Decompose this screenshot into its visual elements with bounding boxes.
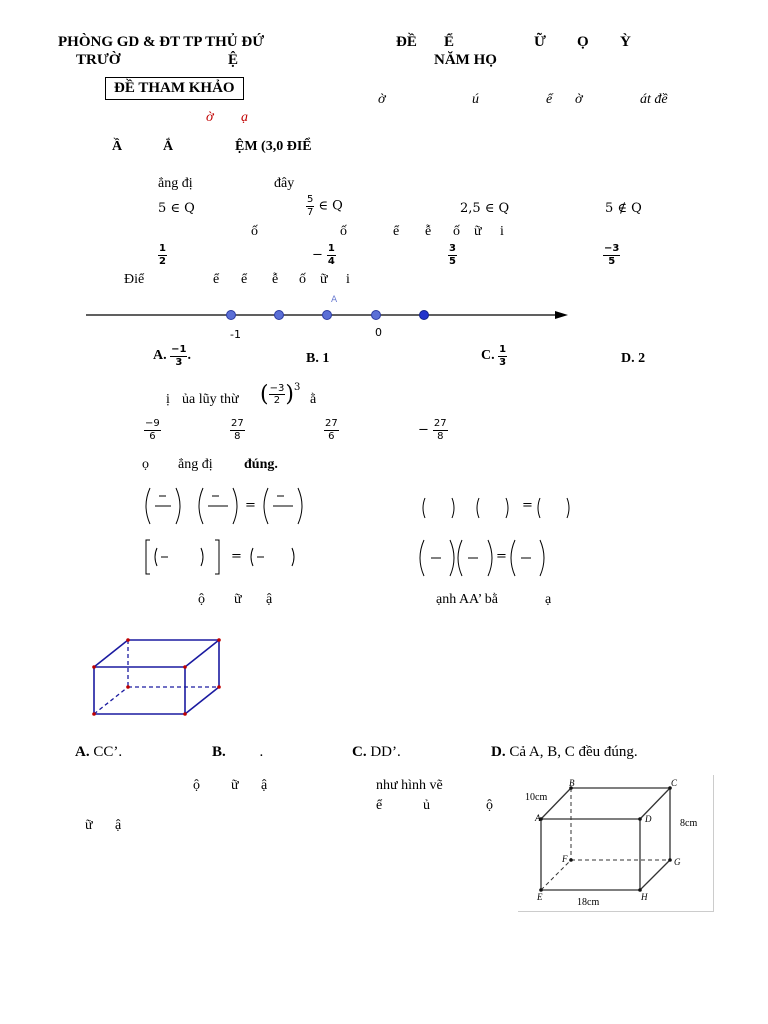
time-note-c: ể [546,92,553,107]
q7-stem-a: ộ [193,778,200,793]
q3-a-den: 3 [175,356,183,368]
q3-stem-d: ễ [272,272,279,287]
q6-a-text: CC’. [93,744,123,760]
fig-label-b: B [569,778,575,788]
fig-vertex [569,858,573,862]
q6-stem-d: ạnh AA’ bằ [436,592,498,607]
box-vertex [92,712,96,716]
q1-stem-a: ẳng đị [158,176,193,191]
q5-a-equals: = [245,498,256,513]
fig-vertex [668,858,672,862]
q4-a-den: 6 [149,430,156,442]
q6-option-b [212,744,263,761]
q6-d-label: D. [491,744,506,760]
q7-stem-f: ủ [423,798,430,813]
q3-a-num: −1 [171,344,187,355]
q5-stem-a: ọ [142,457,149,472]
q3-c-num: 1 [499,344,507,355]
box-edge [185,640,219,667]
q3-stem-c: ể [241,272,248,287]
q3-option-d: D. 2 [621,351,646,366]
q2-stem-a: ố [251,224,258,239]
fig-label-a: A [535,813,541,823]
q3-option-a: A. $\frac{-1}{3}$ . [153,344,191,368]
exam-title-c: Ữ [534,34,546,50]
fig-hidden-ef [541,860,571,890]
fig-height-label: 8cm [680,818,698,829]
box-vertex [126,638,130,642]
fig-vertex [638,817,642,821]
q6-stem-e: ạ [545,592,552,607]
q6-option-c [352,744,401,761]
q2-d-num: −3 [604,243,620,254]
q2-stem-b: ố [340,224,347,239]
q2-c-den: 5 [449,255,456,267]
time-note-a: ờ [378,92,386,107]
q2-stem-f: ữ [474,224,482,239]
q6-b-label: B. [212,744,226,760]
school-name: TRƯỜ [76,52,121,68]
box-vertex [217,638,221,642]
q5-d-equals: = [496,549,507,564]
box-edge [94,640,128,667]
tick-zero-label: 0 [375,326,382,339]
box-vertex [126,685,130,689]
fig-label-f: F [562,854,568,864]
point-a-label: A [331,295,338,305]
q2-a-num: 1 [159,243,166,254]
q1-stem-b: đây [274,176,295,191]
q3-a-label: A. [153,348,167,364]
q3-c-den: 3 [499,356,507,368]
q7-stem-i: ậ [115,818,122,833]
q4-d-den: 8 [437,430,444,442]
q4-stem-b: ủa lũy thừ [182,392,239,407]
q1-b-rest: ∈ Q [318,198,343,214]
fig-label-h: H [641,892,648,902]
q2-stem-c: ể [393,224,400,239]
fig-label-e: E [537,892,543,902]
q5-stem-b: ẳng đị [178,457,213,472]
box-hidden-edge [94,687,128,714]
q6-option-d [491,744,638,761]
q5-b-equals: = [522,498,533,513]
q3-option-b: B. 1 [306,351,330,366]
q2-stem-d: ễ [425,224,432,239]
q6-stem-a: ộ [198,592,205,607]
fig-length-label: 18cm [577,897,600,908]
q6-b-text: . [259,744,264,760]
q2-b-den: 4 [327,255,335,267]
time-note-d: ờ [575,92,583,107]
fig-label-g: G [674,857,681,867]
q4-a-num: −9 [145,418,160,429]
q6-stem-c: ậ [266,592,273,607]
q4-d-sign: − [418,422,429,438]
q6-a-label: A. [75,744,90,760]
q2-a-den: 2 [159,255,166,267]
school-name-end: Ệ [228,52,239,68]
exam-title-e: Ỳ [620,34,631,50]
time-note-e: át đề [640,92,668,107]
q3-stem-f: ữ [320,272,328,287]
reference-box: ĐỀ THAM KHẢO [105,77,244,100]
q4-c-num: 27 [325,418,338,429]
q2-b-sign: − [312,247,323,263]
q6-option-a [75,744,122,761]
q4-b-num: 27 [231,418,244,429]
q4-stem-c: ằ [310,392,317,407]
q6-stem-b: ữ [234,592,242,607]
red-note-b: ạ [241,110,248,125]
q2-c-num: 3 [449,243,456,254]
q3-stem-e: ố [299,272,306,287]
section-title-c: ỆM (3,0 ĐIỂ [235,139,312,154]
q7-box-figure [518,775,713,911]
school-year: NĂM HỌ [434,52,497,68]
q3-c-label: C. [481,348,495,364]
q4-b-den: 8 [234,430,241,442]
q7-stem-e: ể [376,798,383,813]
school-district: PHÒNG GD & ĐT TP THỦ ĐỨ [58,34,265,50]
box-vertex [183,665,187,669]
box-edge [185,687,219,714]
q4-exponent: 3 [293,382,301,393]
q1-b-num: 5 [307,194,314,205]
fig-label-d: D [645,814,652,824]
q2-stem-e: ố [453,224,460,239]
box-vertex [92,665,96,669]
q1-option-a: 5 ∈ Q [158,201,195,216]
q6-c-label: C. [352,744,367,760]
section-title-b: Ắ [163,139,174,154]
fig-label-c: C [671,778,678,788]
q7-stem-c: ậ [261,778,268,793]
q3-stem-b: ể [213,272,220,287]
fig-edge-hg [640,860,670,890]
fig-width-label: 10cm [525,792,548,803]
q7-stem-d: như hình vẽ [376,778,443,793]
exam-title-a: ĐỀ [396,34,417,50]
q7-stem-b: ữ [231,778,239,793]
q7-stem-g: ộ [486,798,493,813]
q1-b-den: 7 [307,206,314,218]
q5-stem-bold: đúng. [244,457,278,472]
q1-option-c: 2,5 ∈ Q [460,201,510,216]
exam-title-b: Ể [444,34,455,50]
q3-stem-a: Điể [124,272,145,287]
time-note-b: ú [472,92,479,107]
q4-base-den: 2 [273,395,281,406]
q4-power: ( $\frac{-3}{2}$ )$^3$ [260,382,301,407]
box-vertex [217,685,221,689]
q7-stem-h: ữ [85,818,93,833]
exam-title-d: Ọ [577,34,589,50]
q4-c-den: 6 [328,430,335,442]
box-vertex [183,712,187,716]
section-title-a: Ầ [112,139,123,154]
q5-c-equals: = [231,549,242,564]
q4-base-num: −3 [269,382,285,394]
q1-option-d: 5 ∉ Q [605,201,642,216]
q3-stem-g: i [346,272,350,287]
red-note-a: ờ [206,110,214,125]
q4-stem-a: ị [166,392,170,407]
q4-d-num: 27 [433,418,447,429]
q2-b-num: 1 [327,243,335,254]
q6-c-text: DD’. [370,744,401,760]
tick-minus1-label: -1 [230,328,241,341]
q2-stem-g: i [500,224,504,239]
q2-d-den: 5 [608,255,616,267]
q6-d-text: Cả A, B, C đều đúng. [509,744,638,760]
